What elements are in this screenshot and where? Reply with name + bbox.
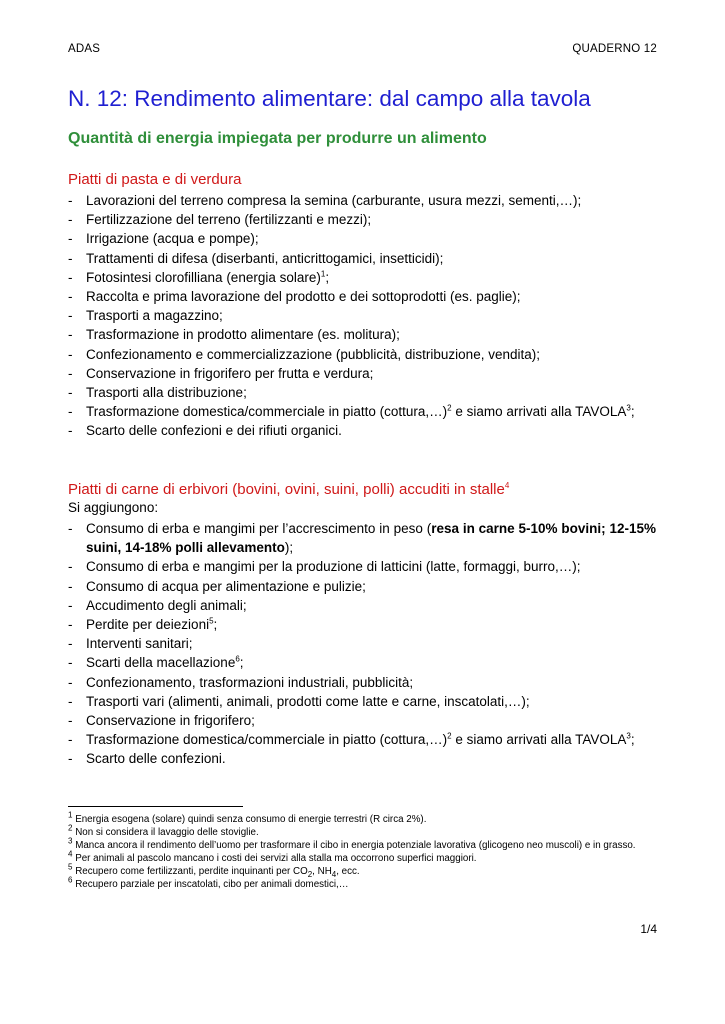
footnote: $^1$ Energia esogena (solare) quindi senza consumo di energie terrestri (R circa 2%). xyxy=(68,810,427,825)
footnote-separator xyxy=(68,806,243,807)
list-item: - Scarto delle confezioni. xyxy=(68,749,656,768)
list-item: - Conservazione in frigorifero per frutta e verdura; xyxy=(68,364,656,383)
footnote-number: 1 xyxy=(68,810,73,820)
section2-intro: Si aggiungono: xyxy=(68,500,159,515)
footnote-ref: 3 xyxy=(626,731,631,741)
list-item: - Trattamenti di difesa (diserbanti, anticrittogamici, insetticidi); xyxy=(68,249,656,268)
footnote-ref: 6 xyxy=(235,654,240,664)
footnote-ref: 5 xyxy=(209,616,214,626)
list-item: - Fertilizzazione del terreno (fertilizzanti e mezzi); xyxy=(68,210,656,229)
footnote-number: 2 xyxy=(68,823,73,833)
list-item: - Trasporti alla distribuzione; xyxy=(68,383,656,402)
list-item: - Accudimento degli animali; xyxy=(68,596,656,615)
list-item: - Irrigazione (acqua e pompe); xyxy=(68,229,656,248)
footnote: $^4$ Per animali al pascolo mancano i costi dei servizi alla stalla ma occorrono superfici maggiori. xyxy=(68,849,477,864)
list-item: - Fotosintesi clorofilliana (energia solare)$^1$; xyxy=(68,268,656,287)
header-right: QUADERNO 12 xyxy=(572,43,657,55)
footnote-number: 6 xyxy=(68,875,73,885)
section2-heading-sup: 4 xyxy=(504,481,510,490)
subscript: 4 xyxy=(331,869,337,879)
page-title: N. 12: Rendimento alimentare: dal campo alla tavola xyxy=(68,86,591,111)
footnote: $^2$ Non si considera il lavaggio delle stoviglie. xyxy=(68,823,259,838)
list-item: - Trasporti a magazzino; xyxy=(68,306,656,325)
page-subtitle: Quantità di energia impiegata per produrre un alimento xyxy=(68,130,487,147)
footnote-ref: 2 xyxy=(447,731,452,741)
footnote: $^6$ Recupero parziale per inscatolati, cibo per animali domestici,… xyxy=(68,875,349,890)
list-item: - Raccolta e prima lavorazione del prodotto e dei sottoprodotti (es. paglie); xyxy=(68,287,656,306)
list-item: - Conservazione in frigorifero; xyxy=(68,711,656,730)
list-item: - Lavorazioni del terreno compresa la semina (carburante, usura mezzi, sementi,…); xyxy=(68,191,656,210)
section1-heading: Piatti di pasta e di verdura xyxy=(68,171,242,188)
list-item: - Perdite per deiezioni$^5$; xyxy=(68,615,656,634)
list-item: - Trasporti vari (alimenti, animali, prodotti come latte e carne, inscatolati,…); xyxy=(68,692,656,711)
subscript: 2 xyxy=(307,869,313,879)
footnote-ref: 1 xyxy=(320,269,326,279)
footnote-number: 4 xyxy=(68,849,73,859)
list-item: - Trasformazione in prodotto alimentare (es. molitura); xyxy=(68,325,656,344)
header-left: ADAS xyxy=(68,43,101,55)
section2-heading-text: Piatti di carne di erbivori (bovini, ovini, suini, polli) accuditi in stalle xyxy=(68,481,505,498)
list-item: - Consumo di acqua per alimentazione e pulizie; xyxy=(68,577,656,596)
section2-list xyxy=(68,519,656,769)
list-item: - Trasformazione domestica/commerciale in piatto (cottura,…)$^2$ e siamo arrivati alla TAVOLA$^3$; xyxy=(68,730,656,749)
footnote: $^3$ Manca ancora il rendimento dell’uomo per trasformare il cibo in energia potenziale lavorativa (glicogeno neo muscoli) e in grasso. xyxy=(68,836,636,851)
footnotes xyxy=(68,810,656,891)
list-item: - Consumo di erba e mangimi per la produzione di latticini (latte, formaggi, burro,…); xyxy=(68,557,656,576)
list-item: - Trasformazione domestica/commerciale in piatto (cottura,…)$^2$ e siamo arrivati alla TAVOLA$^3$; xyxy=(68,402,656,421)
section2-heading xyxy=(68,481,509,498)
list-item: - Confezionamento e commercializzazione (pubblicità, distribuzione, vendita); xyxy=(68,345,656,364)
list-item: - Scarti della macellazione$^6$; xyxy=(68,653,656,672)
footnote-ref: 3 xyxy=(626,403,631,413)
footnote-number: 3 xyxy=(68,836,73,846)
list-item: - Consumo di erba e mangimi per l’accrescimento in peso (resa in carne 5-10% bovini; 12-15% suini, 14-18% polli allevamento); xyxy=(68,519,656,557)
page-number: 1/4 xyxy=(640,922,657,936)
bold-text: resa in carne 5-10% bovini; 12-15% suini, 14-18% polli allevamento xyxy=(86,521,656,556)
section1-list xyxy=(68,191,656,441)
list-item: - Confezionamento, trasformazioni industriali, pubblicità; xyxy=(68,673,656,692)
list-item: - Interventi sanitari; xyxy=(68,634,656,653)
footnote: $^5$ Recupero come fertilizzanti, perdite inquinanti per $CO_2$, $NH_4$, ecc. xyxy=(68,862,360,879)
list-item: - Scarto delle confezioni e dei rifiuti organici. xyxy=(68,421,656,440)
footnote-ref: 2 xyxy=(447,403,452,413)
footnote-number: 5 xyxy=(68,862,73,872)
